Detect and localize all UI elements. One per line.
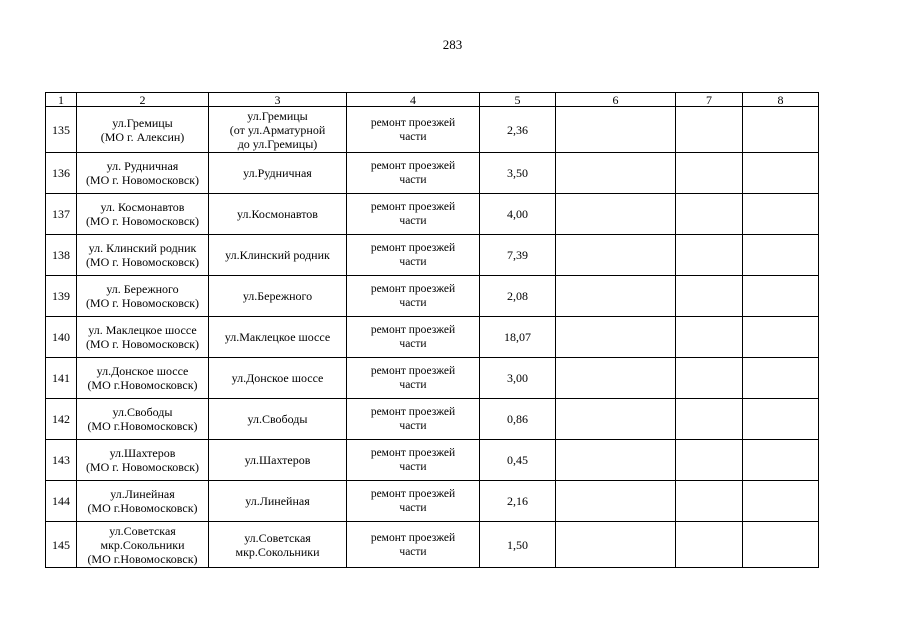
road-name-cell-line: ул.Донское шоссе <box>96 364 189 378</box>
empty-cell-7 <box>676 522 743 568</box>
length-value-cell: 2,36 <box>480 107 556 153</box>
row-number-cell: 135 <box>46 107 77 153</box>
location-cell-line: (от ул.Арматурной <box>229 122 326 137</box>
work-type-cell-line: ремонт проезжей <box>370 160 456 172</box>
empty-cell-6 <box>556 317 676 358</box>
empty-cell-6 <box>556 107 676 153</box>
work-type-cell-line: части <box>399 502 427 514</box>
empty-cell-6 <box>556 153 676 194</box>
empty-cell-8 <box>743 235 819 276</box>
location-cell-line: ул.Гремицы <box>247 108 308 123</box>
work-type-cell-line: ремонт проезжей <box>370 201 456 213</box>
location-cell-line: ул.Рудничная <box>243 166 312 180</box>
location-cell-line: ул.Линейная <box>245 494 310 508</box>
work-type-cell-line: ремонт проезжей <box>370 242 456 254</box>
work-type-cell-line: ремонт проезжей <box>370 447 456 459</box>
empty-cell-8 <box>743 440 819 481</box>
work-type-cell <box>347 276 480 317</box>
road-name-cell <box>77 440 209 481</box>
table-row <box>46 399 819 440</box>
road-name-cell <box>77 481 209 522</box>
length-value-cell: 4,00 <box>480 194 556 235</box>
road-name-cell-line: (МО г. Новомосковск) <box>85 214 200 228</box>
work-type-cell-line: части <box>399 174 427 186</box>
row-number-cell: 144 <box>46 481 77 522</box>
location-cell <box>209 235 347 276</box>
length-value-cell: 3,00 <box>480 358 556 399</box>
work-type-cell-line: части <box>399 256 427 268</box>
row-number-cell: 139 <box>46 276 77 317</box>
empty-cell-8 <box>743 107 819 153</box>
road-name-cell-line: ул. Космонавтов <box>100 200 185 214</box>
page-number: 283 <box>442 37 463 52</box>
header-cell-8: 8 <box>743 93 819 107</box>
location-cell <box>209 440 347 481</box>
road-name-cell-line: (МО г.Новомосковск) <box>87 378 198 392</box>
header-cell-6: 6 <box>556 93 676 107</box>
road-name-cell <box>77 522 209 568</box>
location-cell <box>209 399 347 440</box>
work-type-cell-line: части <box>399 461 427 473</box>
empty-cell-7 <box>676 194 743 235</box>
location-cell-line: ул.Клинский родник <box>225 248 330 262</box>
work-type-cell-line: ремонт проезжей <box>370 324 456 336</box>
table-row <box>46 358 819 399</box>
work-type-cell-line: ремонт проезжей <box>370 365 456 377</box>
table-row <box>46 317 819 358</box>
work-type-cell <box>347 440 480 481</box>
location-cell <box>209 481 347 522</box>
empty-cell-6 <box>556 194 676 235</box>
road-name-cell-line: (МО г.Новомосковск) <box>87 551 198 566</box>
empty-cell-8 <box>743 522 819 568</box>
location-cell-line: ул.Донское шоссе <box>231 371 324 385</box>
road-name-cell-line: ул. Рудничная <box>106 159 179 173</box>
road-name-cell-line: (МО г. Новомосковск) <box>85 296 200 310</box>
table-row <box>46 153 819 194</box>
location-cell-line: ул.Свободы <box>247 412 308 426</box>
road-name-cell-line: ул. Бережного <box>106 282 179 296</box>
road-name-cell-line: ул.Линейная <box>110 487 175 501</box>
work-type-cell-line: ремонт проезжей <box>370 283 456 295</box>
length-value-cell: 3,50 <box>480 153 556 194</box>
empty-cell-7 <box>676 317 743 358</box>
table-row <box>46 481 819 522</box>
work-type-cell-line: части <box>399 545 427 558</box>
road-name-cell-line: ул.Свободы <box>112 405 173 419</box>
empty-cell-8 <box>743 358 819 399</box>
length-value-cell: 1,50 <box>480 522 556 568</box>
location-cell <box>209 317 347 358</box>
empty-cell-7 <box>676 399 743 440</box>
work-type-cell-line: части <box>399 420 427 432</box>
row-number-cell: 137 <box>46 194 77 235</box>
table-row <box>46 440 819 481</box>
empty-cell-6 <box>556 522 676 568</box>
road-name-cell-line: (МО г. Новомосковск) <box>85 460 200 474</box>
empty-cell-7 <box>676 481 743 522</box>
work-type-cell <box>347 153 480 194</box>
road-name-cell <box>77 276 209 317</box>
location-cell-line: ул.Космонавтов <box>237 207 318 221</box>
road-name-cell <box>77 153 209 194</box>
empty-cell-6 <box>556 358 676 399</box>
road-name-cell-line: (МО г. Алексин) <box>100 129 185 144</box>
location-cell <box>209 107 347 153</box>
road-name-cell-line: (МО г. Новомосковск) <box>85 173 200 187</box>
location-cell-line: ул.Советская <box>244 530 311 545</box>
location-cell-line: ул.Бережного <box>242 289 313 303</box>
work-type-cell <box>347 194 480 235</box>
header-cell-3: 3 <box>209 93 347 107</box>
table-row <box>46 235 819 276</box>
work-type-cell-line: части <box>399 297 427 309</box>
empty-cell-7 <box>676 358 743 399</box>
road-name-cell-line: ул. Маклецкое шоссе <box>88 323 197 337</box>
column-number-header-row <box>46 93 819 107</box>
road-name-cell-line: (МО г.Новомосковск) <box>87 419 198 433</box>
empty-cell-8 <box>743 481 819 522</box>
empty-cell-6 <box>556 440 676 481</box>
work-type-cell-line: ремонт проезжей <box>370 531 456 544</box>
table-row <box>46 276 819 317</box>
work-type-cell-line: ремонт проезжей <box>370 116 456 129</box>
work-type-cell <box>347 358 480 399</box>
row-number-cell: 140 <box>46 317 77 358</box>
location-cell <box>209 522 347 568</box>
road-name-cell <box>77 399 209 440</box>
work-type-cell-line: части <box>399 215 427 227</box>
length-value-cell: 2,08 <box>480 276 556 317</box>
work-type-cell <box>347 481 480 522</box>
row-number-cell: 141 <box>46 358 77 399</box>
work-type-cell <box>347 399 480 440</box>
location-cell <box>209 276 347 317</box>
road-name-cell <box>77 358 209 399</box>
road-name-cell-line: мкр.Сокольники <box>100 537 185 552</box>
empty-cell-6 <box>556 235 676 276</box>
location-cell-line: ул.Маклецкое шоссе <box>224 330 331 344</box>
road-name-cell <box>77 235 209 276</box>
work-type-cell <box>347 522 480 568</box>
empty-cell-8 <box>743 194 819 235</box>
empty-cell-6 <box>556 276 676 317</box>
header-cell-4: 4 <box>347 93 480 107</box>
empty-cell-8 <box>743 317 819 358</box>
work-type-cell <box>347 235 480 276</box>
row-number-cell: 143 <box>46 440 77 481</box>
location-cell-line: до ул.Гремицы) <box>237 136 318 151</box>
location-cell-line: мкр.Сокольники <box>235 544 320 559</box>
header-cell-5: 5 <box>480 93 556 107</box>
location-cell <box>209 194 347 235</box>
road-name-cell-line: ул. Клинский родник <box>88 241 197 255</box>
location-cell <box>209 358 347 399</box>
header-cell-7: 7 <box>676 93 743 107</box>
road-name-cell <box>77 107 209 153</box>
length-value-cell: 18,07 <box>480 317 556 358</box>
empty-cell-7 <box>676 153 743 194</box>
work-type-cell-line: ремонт проезжей <box>370 406 456 418</box>
work-type-cell-line: части <box>399 338 427 350</box>
length-value-cell: 7,39 <box>480 235 556 276</box>
work-type-cell-line: части <box>399 379 427 391</box>
empty-cell-8 <box>743 276 819 317</box>
work-type-cell-line: ремонт проезжей <box>370 488 456 500</box>
table-row <box>46 522 819 568</box>
empty-cell-6 <box>556 399 676 440</box>
row-number-cell: 142 <box>46 399 77 440</box>
length-value-cell: 2,16 <box>480 481 556 522</box>
empty-cell-7 <box>676 235 743 276</box>
road-name-cell-line: (МО г. Новомосковск) <box>85 255 200 269</box>
empty-cell-8 <box>743 153 819 194</box>
empty-cell-6 <box>556 481 676 522</box>
road-name-cell-line: (МО г. Новомосковск) <box>85 337 200 351</box>
table-row <box>46 194 819 235</box>
location-cell-line: ул.Шахтеров <box>244 453 311 467</box>
table-row <box>46 107 819 153</box>
location-cell <box>209 153 347 194</box>
road-repair-table <box>45 92 819 568</box>
work-type-cell <box>347 107 480 153</box>
work-type-cell-line: части <box>399 130 427 143</box>
road-name-cell-line: ул.Советская <box>109 523 176 538</box>
work-type-cell <box>347 317 480 358</box>
road-name-cell-line: ул.Шахтеров <box>109 446 176 460</box>
length-value-cell: 0,86 <box>480 399 556 440</box>
length-value-cell: 0,45 <box>480 440 556 481</box>
empty-cell-7 <box>676 276 743 317</box>
road-name-cell-line: (МО г.Новомосковск) <box>87 501 198 515</box>
road-name-cell <box>77 194 209 235</box>
row-number-cell: 145 <box>46 522 77 568</box>
empty-cell-7 <box>676 440 743 481</box>
header-cell-2: 2 <box>77 93 209 107</box>
road-name-cell-line: ул.Гремицы <box>112 115 173 130</box>
road-name-cell <box>77 317 209 358</box>
empty-cell-7 <box>676 107 743 153</box>
empty-cell-8 <box>743 399 819 440</box>
row-number-cell: 136 <box>46 153 77 194</box>
row-number-cell: 138 <box>46 235 77 276</box>
header-cell-1: 1 <box>46 93 77 107</box>
